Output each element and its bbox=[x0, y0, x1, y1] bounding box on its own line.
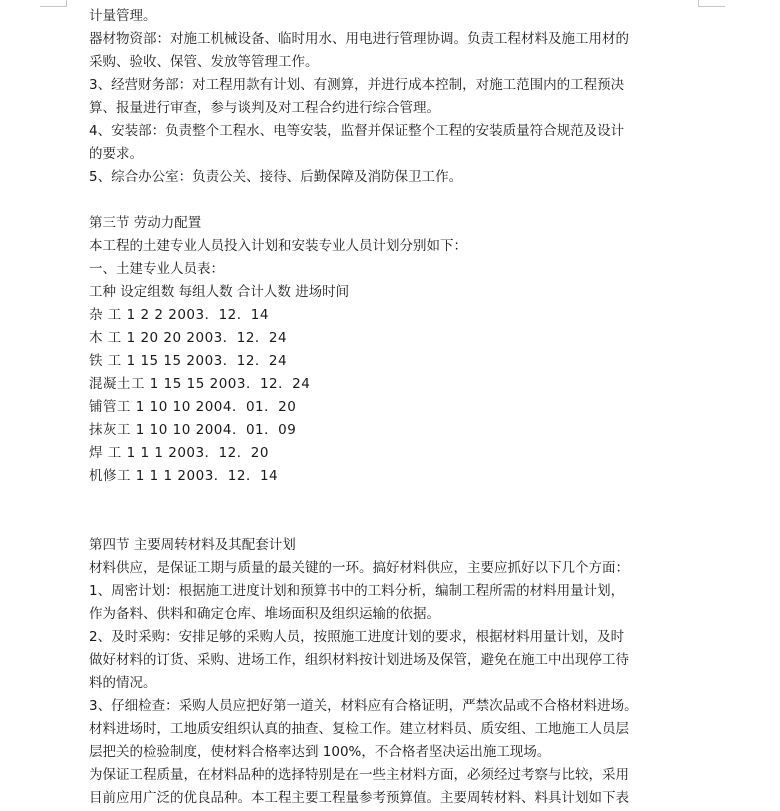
table-row: 焊 工 1 1 1 2003．12．20 bbox=[89, 445, 269, 461]
paragraph-line: 为保证工程质量，在材料品种的选择特别是在一些主材料方面，必须经过考察与比较，采用 bbox=[89, 767, 629, 783]
table-row: 木 工 1 20 20 2003．12．24 bbox=[89, 330, 288, 346]
table-header: 工种 设定组数 每组人数 合计人数 进场时间 bbox=[89, 284, 350, 300]
paragraph-line: 3、仔细检查：采购人员应把好第一道关，材料应有合格证明，严禁次品或不合格材料进场。 bbox=[89, 698, 638, 714]
paragraph-line: 目前应用广泛的优良品种。本工程主要工程量参考预算值。主要周转材料、料具计划如下表 bbox=[89, 790, 629, 806]
paragraph-line: 的要求。 bbox=[89, 146, 143, 162]
paragraph-line: 层把关的检验制度，使材料合格率达到 100%，不合格者坚决运出施工现场。 bbox=[89, 744, 551, 760]
paragraph-line: 料的情况。 bbox=[89, 675, 157, 691]
paragraph-line: 4、安装部：负责整个工程水、电等安装，监督并保证整个工程的安装质量符合规范及设计 bbox=[89, 123, 625, 139]
section-heading: 第四节 主要周转材料及其配套计划 bbox=[89, 537, 296, 553]
paragraph-line: 2、及时采购：安排足够的采购人员，按照施工进度计划的要求，根据材料用量计划，及时 bbox=[89, 629, 625, 645]
paragraph-line: 3、经营财务部：对工程用款有计划、有测算，并进行成本控制，对施工范围内的工程预决 bbox=[89, 77, 625, 93]
paragraph-line: 算、报量进行审查，参与谈判及对工程合约进行综合管理。 bbox=[89, 100, 440, 116]
section-heading: 第三节 劳动力配置 bbox=[89, 215, 202, 231]
paragraph-line: 采购、验收、保管、发放等管理工作。 bbox=[89, 54, 319, 70]
paragraph-line: 5、综合办公室：负责公关、接待、后勤保障及消防保卫工作。 bbox=[89, 169, 463, 185]
table-row: 抹灰工 1 10 10 2004．01．09 bbox=[89, 422, 297, 438]
table-row: 铺管工 1 10 10 2004．01．20 bbox=[89, 399, 297, 415]
table-title: 一、土建专业人员表： bbox=[89, 261, 224, 277]
table-row: 铁 工 1 15 15 2003．12．24 bbox=[89, 353, 288, 369]
paragraph-line: 材料供应，是保证工期与质量的最关键的一环。搞好材料供应，主要应抓好以下几个方面： bbox=[89, 560, 629, 576]
paragraph-line: 做好材料的订货、采购、进场工作，组织材料按计划进场及保管，避免在施工中出现停工待 bbox=[89, 652, 629, 668]
paragraph-line: 作为备料、供料和确定仓库、堆场面积及组织运输的依据。 bbox=[89, 606, 440, 622]
table-row: 混凝土工 1 15 15 2003．12．24 bbox=[89, 376, 311, 392]
table-row: 杂 工 1 2 2 2003．12．14 bbox=[89, 307, 269, 323]
document-body bbox=[89, 5, 719, 810]
paragraph-line: 1、周密计划：根据施工进度计划和预算书中的工料分析，编制工程所需的材料用量计划， bbox=[89, 583, 625, 599]
blank-line bbox=[89, 189, 719, 212]
paragraph-line: 材料进场时，工地质安组织认真的抽查、复检工作。建立材料员、质安组、工地施工人员层 bbox=[89, 721, 629, 737]
page-corner-mark-left bbox=[40, 0, 67, 7]
blank-line bbox=[89, 488, 719, 534]
section-intro: 本工程的土建专业人员投入计划和安装专业人员计划分别如下： bbox=[89, 238, 467, 254]
paragraph-line: 计量管理。 bbox=[89, 8, 157, 24]
paragraph-line: 器材物资部：对施工机械设备、临时用水、用电进行管理协调。负责工程材料及施工用材的 bbox=[89, 31, 629, 47]
table-row: 机修工 1 1 1 2003．12．14 bbox=[89, 468, 279, 484]
